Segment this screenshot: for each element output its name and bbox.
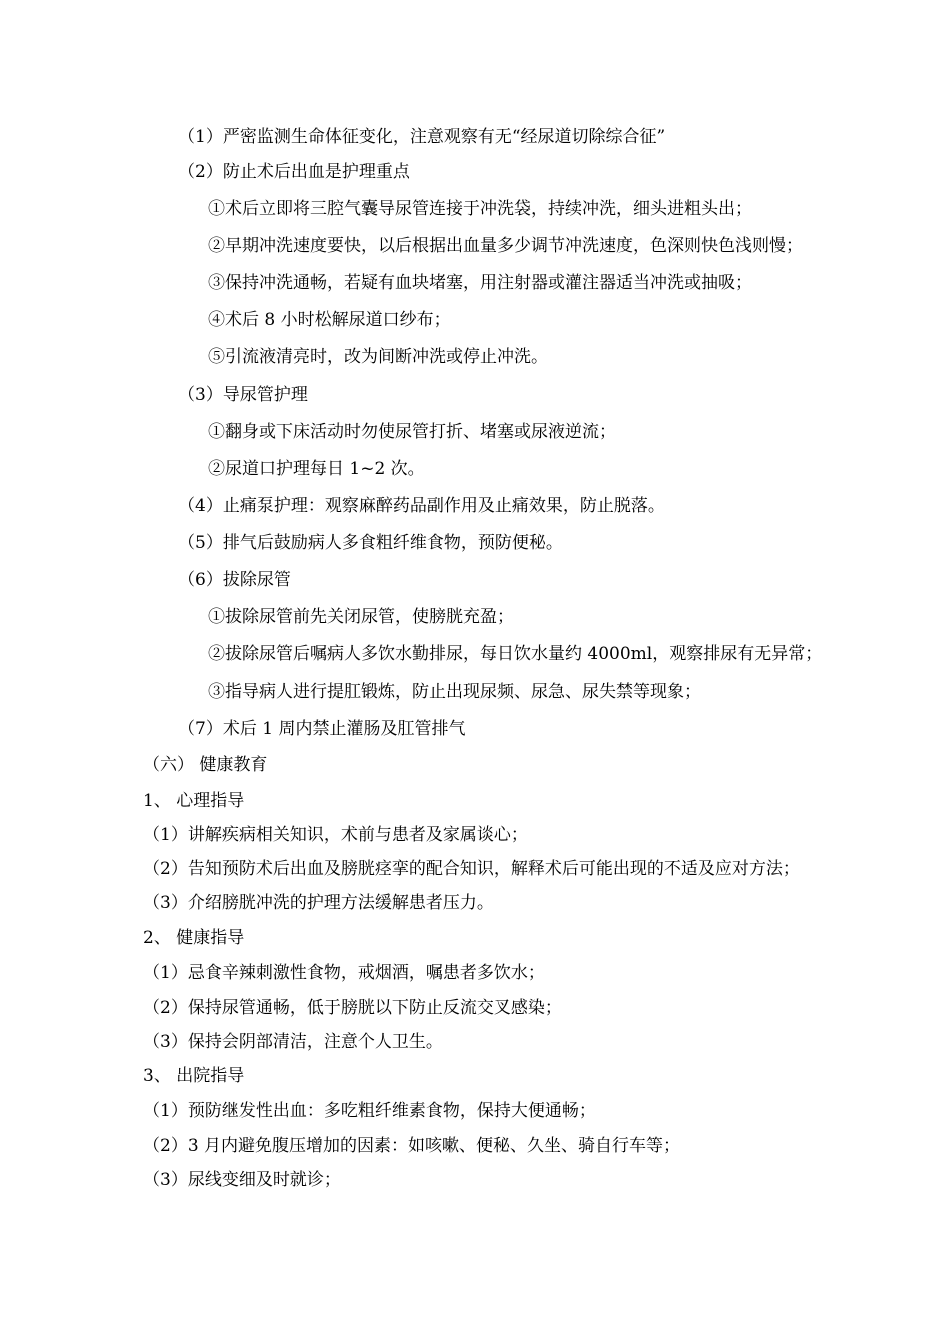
text-line: ②拔除尿管后嘱病人多饮水勤排尿，每日饮水量约 4000ml，观察排尿有无异常； — [208, 644, 823, 664]
subsection-heading: 3、 出院指导 — [143, 1066, 245, 1086]
text-line: （2）告知预防术后出血及膀胱痉挛的配合知识，解释术后可能出现的不适及应对方法； — [143, 859, 800, 879]
text-line: （1）忌食辛辣刺激性食物，戒烟酒，嘱患者多饮水； — [143, 963, 545, 983]
text-line: ③保持冲洗通畅，若疑有血块堵塞，用注射器或灌注器适当冲洗或抽吸； — [208, 273, 752, 293]
text-line: （3）保持会阴部清洁，注意个人卫生。 — [143, 1032, 443, 1052]
text-line: （4）止痛泵护理：观察麻醉药品副作用及止痛效果，防止脱落。 — [178, 496, 665, 516]
text-line: （6）拔除尿管 — [178, 570, 291, 590]
text-line: ①术后立即将三腔气囊导尿管连接于冲洗袋，持续冲洗，细头进粗头出； — [208, 199, 752, 219]
text-line: ④术后 8 小时松解尿道口纱布； — [208, 310, 451, 330]
text-line: （3）导尿管护理 — [178, 385, 308, 405]
text-line: （1）严密监测生命体征变化，注意观察有无“经尿道切除综合征” — [178, 127, 666, 147]
subsection-heading: 1、 心理指导 — [143, 791, 245, 811]
text-line: ①翻身或下床活动时勿使尿管打折、堵塞或尿液逆流； — [208, 422, 616, 442]
subsection-heading: 2、 健康指导 — [143, 928, 245, 948]
text-line: （2）3 月内避免腹压增加的因素：如咳嗽、便秘、久坐、骑自行车等； — [143, 1136, 681, 1156]
text-line: （3）尿线变细及时就诊； — [143, 1170, 341, 1190]
section-heading: （六） 健康教育 — [143, 755, 268, 775]
text-line: （2）防止术后出血是护理重点 — [178, 162, 410, 182]
text-line: ②早期冲洗速度要快，以后根据出血量多少调节冲洗速度，色深则快色浅则慢； — [208, 236, 803, 256]
text-line: （3）介绍膀胱冲洗的护理方法缓解患者压力。 — [143, 893, 494, 913]
text-line: ⑤引流液清亮时，改为间断冲洗或停止冲洗。 — [208, 347, 548, 367]
text-line: （7）术后 1 周内禁止灌肠及肛管排气 — [178, 719, 466, 739]
text-line: ③指导病人进行提肛锻炼，防止出现尿频、尿急、尿失禁等现象； — [208, 682, 701, 702]
text-line: （2）保持尿管通畅，低于膀胱以下防止反流交叉感染； — [143, 998, 562, 1018]
text-line: （5）排气后鼓励病人多食粗纤维食物，预防便秘。 — [178, 533, 563, 553]
text-line: （1）预防继发性出血：多吃粗纤维素食物，保持大便通畅； — [143, 1101, 596, 1121]
text-line: ②尿道口护理每日 1~2 次。 — [208, 459, 425, 479]
text-line: ①拔除尿管前先关闭尿管，使膀胱充盈； — [208, 607, 514, 627]
text-line: （1）讲解疾病相关知识，术前与患者及家属谈心； — [143, 825, 528, 845]
